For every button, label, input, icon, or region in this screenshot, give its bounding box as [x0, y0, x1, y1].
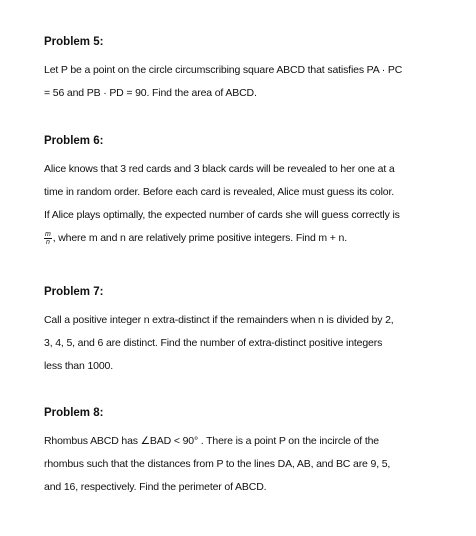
problem-title: Problem 6:	[44, 135, 104, 147]
problem-8	[44, 406, 436, 499]
fraction-numerator: m	[45, 230, 51, 238]
problem-title: Problem 7:	[44, 286, 104, 298]
text-line: Alice knows that 3 red cards and 3 black cards will be revealed to her one at a	[44, 163, 395, 175]
text-line: If Alice plays optimally, the expected number of cards she will guess correctly is	[44, 209, 400, 221]
text-line: 3, 4, 5, and 6 are distinct. Find the number of extra-distinct positive integers	[44, 337, 383, 349]
text-line: Rhombus ABCD has ∠BAD < 90° . There is a point P on the incircle of the	[44, 435, 379, 447]
problem-5	[44, 35, 436, 105]
text-line: = 56 and PB · PD = 90. Find the area of ABCD.	[44, 87, 257, 99]
text-line: time in random order. Before each card is revealed, Alice must guess its color.	[44, 186, 394, 198]
text-line: rhombus such that the distances from P to the lines DA, AB, and BC are 9, 5,	[44, 458, 391, 470]
fraction-denominator: n	[45, 238, 50, 246]
problem-title: Problem 8:	[44, 407, 104, 419]
fraction	[44, 231, 52, 246]
text-line: Let P be a point on the circle circumscribing square ABCD that satisfies PA · PC	[44, 64, 403, 76]
problem-7	[44, 285, 436, 378]
problem-text	[44, 309, 436, 378]
text-line-with-fraction	[44, 227, 436, 250]
problem-text	[44, 59, 436, 105]
problem-6	[44, 134, 436, 250]
problem-text	[44, 430, 436, 499]
text-line: Call a positive integer n extra-distinct if the remainders when n is divided by 2,	[44, 314, 394, 326]
problem-title: Problem 5:	[44, 36, 104, 48]
text-line: less than 1000.	[44, 360, 113, 372]
problem-text	[44, 158, 436, 250]
text-line-rest: , where m and n are relatively prime positive integers. Find m + n.	[52, 232, 347, 244]
text-line: and 16, respectively. Find the perimeter of ABCD.	[44, 481, 267, 493]
